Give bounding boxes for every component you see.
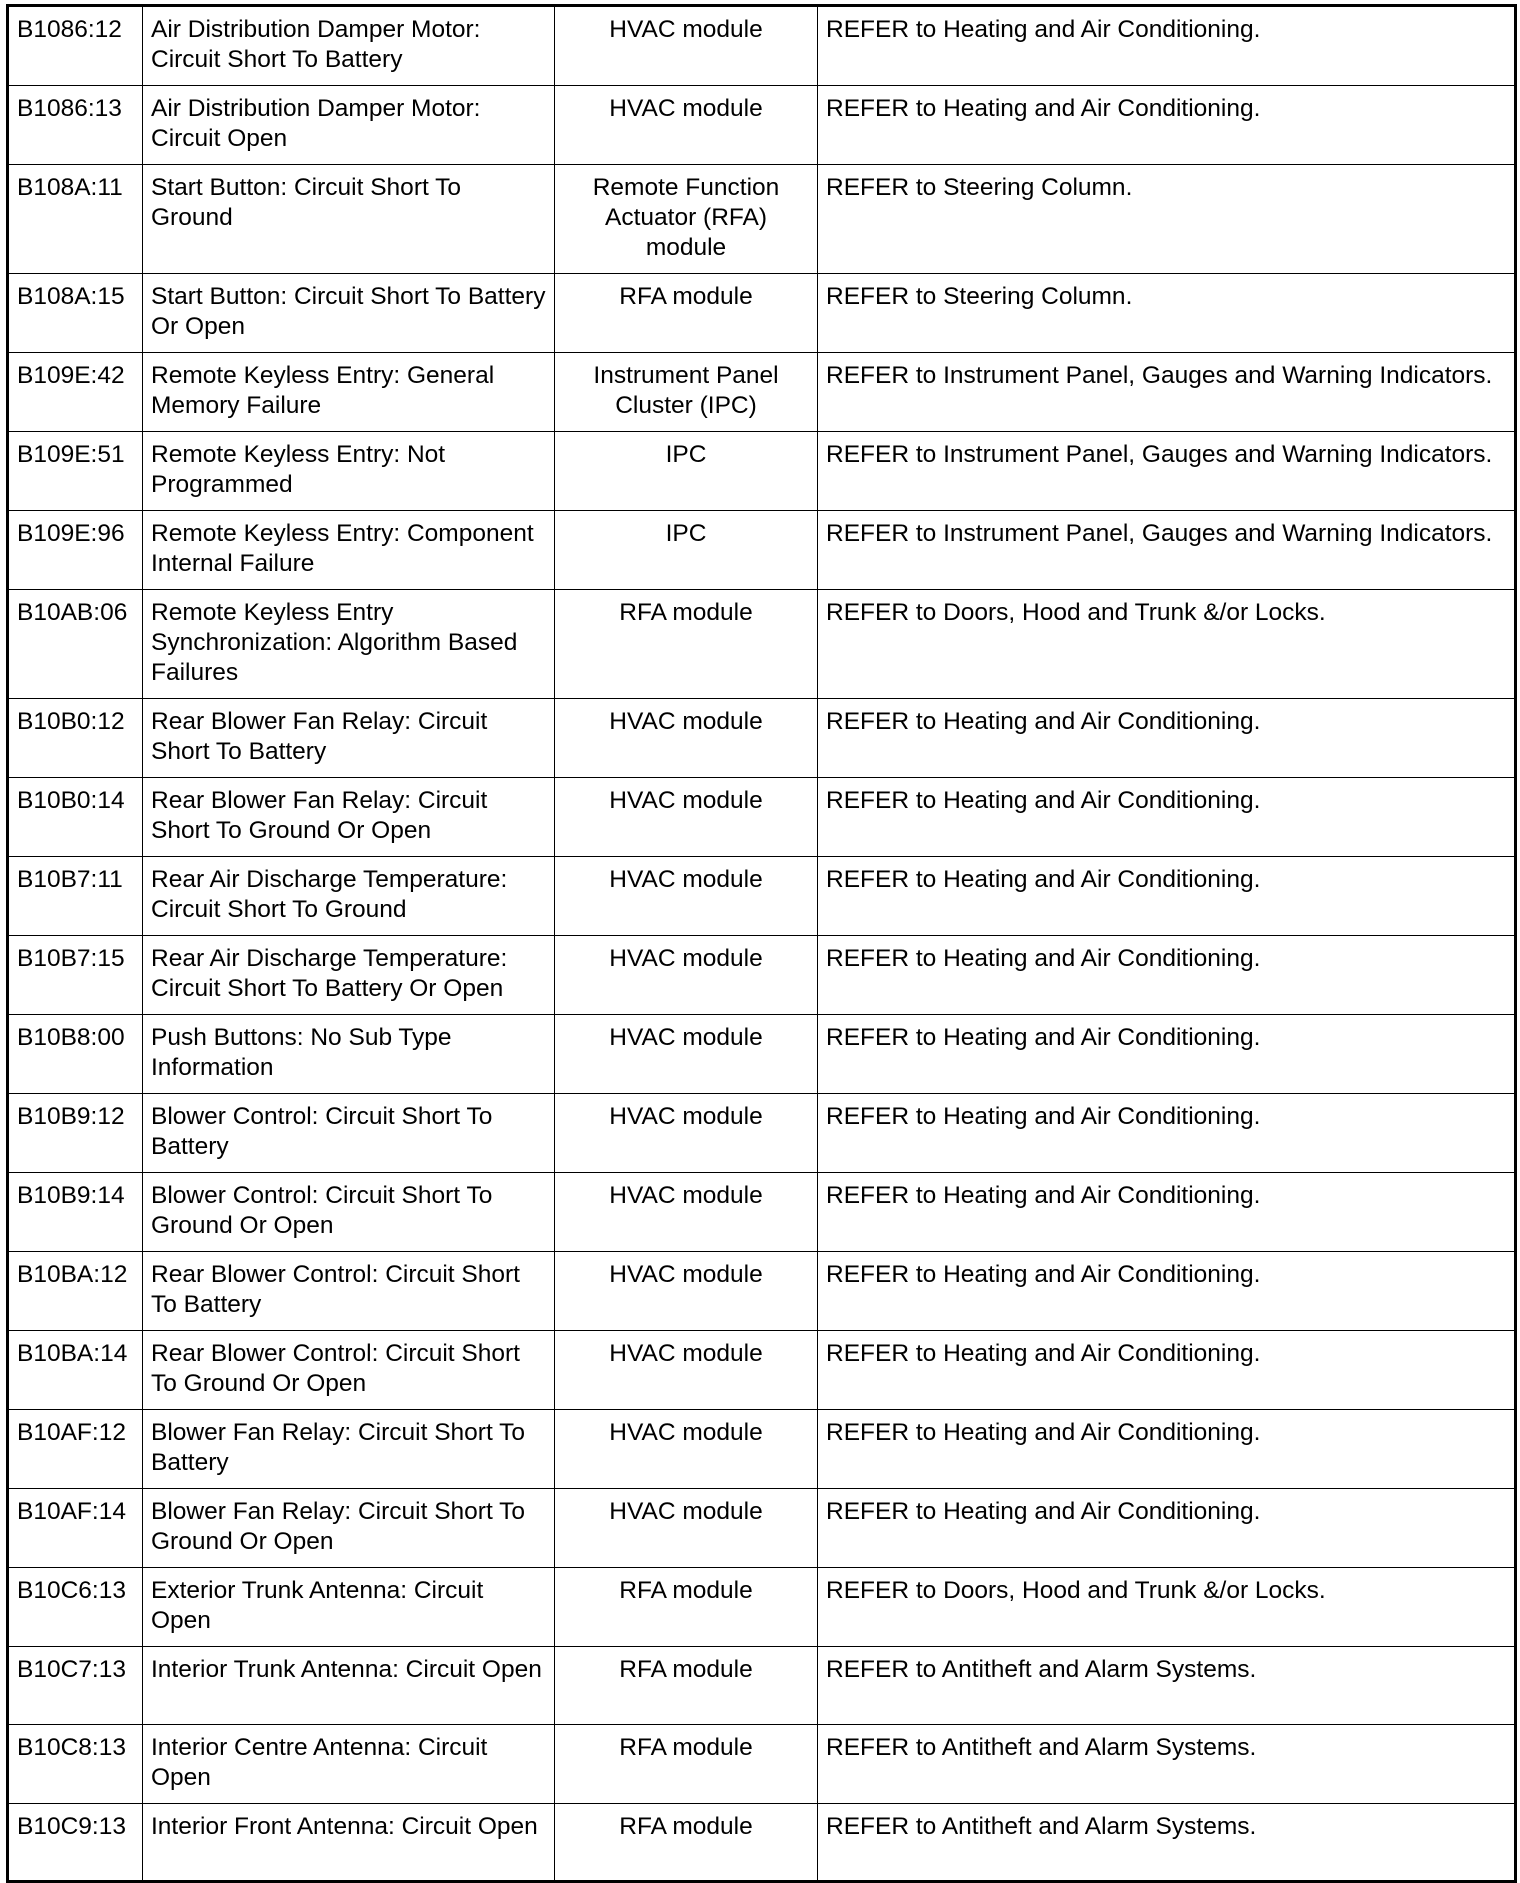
dtc-description-cell: Remote Keyless Entry: General Memory Failure	[143, 353, 555, 432]
dtc-description-cell: Interior Front Antenna: Circuit Open	[143, 1804, 555, 1882]
action-cell: REFER to Heating and Air Conditioning.	[818, 1489, 1516, 1568]
dtc-code-cell: B10B7:11	[8, 857, 143, 936]
table-row	[8, 274, 1516, 353]
action-cell: REFER to Antitheft and Alarm Systems.	[818, 1647, 1516, 1725]
dtc-code-cell: B10C9:13	[8, 1804, 143, 1882]
table-row	[8, 6, 1516, 86]
dtc-code-cell: B10C6:13	[8, 1568, 143, 1647]
table-row	[8, 1568, 1516, 1647]
module-cell: HVAC module	[555, 1094, 818, 1173]
dtc-description-cell: Start Button: Circuit Short To Battery Or Open	[143, 274, 555, 353]
dtc-code-cell: B10C7:13	[8, 1647, 143, 1725]
dtc-description-cell: Exterior Trunk Antenna: Circuit Open	[143, 1568, 555, 1647]
table-row	[8, 1804, 1516, 1882]
table-row	[8, 1094, 1516, 1173]
dtc-code-cell: B109E:42	[8, 353, 143, 432]
table-row	[8, 86, 1516, 165]
dtc-description-cell: Rear Air Discharge Temperature: Circuit Short To Battery Or Open	[143, 936, 555, 1015]
table-row	[8, 1410, 1516, 1489]
module-cell: RFA module	[555, 1568, 818, 1647]
module-cell: HVAC module	[555, 86, 818, 165]
dtc-code-cell: B10C8:13	[8, 1725, 143, 1804]
dtc-table	[6, 4, 1517, 1883]
table-row	[8, 1252, 1516, 1331]
module-cell: HVAC module	[555, 857, 818, 936]
table-row	[8, 432, 1516, 511]
action-cell: REFER to Instrument Panel, Gauges and Warning Indicators.	[818, 432, 1516, 511]
dtc-description-cell: Rear Blower Fan Relay: Circuit Short To Ground Or Open	[143, 778, 555, 857]
module-cell: RFA module	[555, 1647, 818, 1725]
module-cell: Instrument Panel Cluster (IPC)	[555, 353, 818, 432]
module-cell: HVAC module	[555, 1489, 818, 1568]
action-cell: REFER to Heating and Air Conditioning.	[818, 1094, 1516, 1173]
module-cell: Remote Function Actuator (RFA) module	[555, 165, 818, 274]
module-cell: IPC	[555, 432, 818, 511]
module-cell: HVAC module	[555, 699, 818, 778]
dtc-code-cell: B10B8:00	[8, 1015, 143, 1094]
dtc-description-cell: Remote Keyless Entry: Not Programmed	[143, 432, 555, 511]
dtc-code-cell: B1086:13	[8, 86, 143, 165]
dtc-code-cell: B10BA:14	[8, 1331, 143, 1410]
table-row	[8, 1331, 1516, 1410]
dtc-description-cell: Blower Fan Relay: Circuit Short To Ground Or Open	[143, 1489, 555, 1568]
dtc-description-cell: Blower Control: Circuit Short To Ground Or Open	[143, 1173, 555, 1252]
module-cell: HVAC module	[555, 1173, 818, 1252]
dtc-description-cell: Air Distribution Damper Motor: Circuit Short To Battery	[143, 6, 555, 86]
module-cell: RFA module	[555, 1804, 818, 1882]
dtc-code-cell: B10B0:14	[8, 778, 143, 857]
dtc-code-cell: B109E:96	[8, 511, 143, 590]
table-row	[8, 590, 1516, 699]
dtc-description-cell: Blower Fan Relay: Circuit Short To Battery	[143, 1410, 555, 1489]
action-cell: REFER to Heating and Air Conditioning.	[818, 86, 1516, 165]
module-cell: HVAC module	[555, 1410, 818, 1489]
module-cell: HVAC module	[555, 6, 818, 86]
action-cell: REFER to Heating and Air Conditioning.	[818, 699, 1516, 778]
action-cell: REFER to Heating and Air Conditioning.	[818, 778, 1516, 857]
dtc-description-cell: Blower Control: Circuit Short To Battery	[143, 1094, 555, 1173]
action-cell: REFER to Steering Column.	[818, 165, 1516, 274]
action-cell: REFER to Instrument Panel, Gauges and Warning Indicators.	[818, 511, 1516, 590]
action-cell: REFER to Instrument Panel, Gauges and Warning Indicators.	[818, 353, 1516, 432]
module-cell: HVAC module	[555, 936, 818, 1015]
dtc-description-cell: Remote Keyless Entry: Component Internal Failure	[143, 511, 555, 590]
dtc-code-cell: B10B7:15	[8, 936, 143, 1015]
action-cell: REFER to Steering Column.	[818, 274, 1516, 353]
dtc-code-cell: B10B0:12	[8, 699, 143, 778]
action-cell: REFER to Heating and Air Conditioning.	[818, 1252, 1516, 1331]
action-cell: REFER to Antitheft and Alarm Systems.	[818, 1725, 1516, 1804]
action-cell: REFER to Heating and Air Conditioning.	[818, 1015, 1516, 1094]
dtc-description-cell: Interior Trunk Antenna: Circuit Open	[143, 1647, 555, 1725]
dtc-description-cell: Interior Centre Antenna: Circuit Open	[143, 1725, 555, 1804]
dtc-description-cell: Rear Air Discharge Temperature: Circuit Short To Ground	[143, 857, 555, 936]
dtc-code-cell: B10AF:14	[8, 1489, 143, 1568]
action-cell: REFER to Antitheft and Alarm Systems.	[818, 1804, 1516, 1882]
table-row	[8, 165, 1516, 274]
action-cell: REFER to Heating and Air Conditioning.	[818, 1173, 1516, 1252]
module-cell: IPC	[555, 511, 818, 590]
action-cell: REFER to Heating and Air Conditioning.	[818, 1331, 1516, 1410]
dtc-description-cell: Start Button: Circuit Short To Ground	[143, 165, 555, 274]
table-row	[8, 936, 1516, 1015]
dtc-description-cell: Rear Blower Control: Circuit Short To Battery	[143, 1252, 555, 1331]
module-cell: HVAC module	[555, 1252, 818, 1331]
module-cell: HVAC module	[555, 778, 818, 857]
table-row	[8, 1015, 1516, 1094]
table-row	[8, 1725, 1516, 1804]
dtc-description-cell: Rear Blower Control: Circuit Short To Ground Or Open	[143, 1331, 555, 1410]
module-cell: HVAC module	[555, 1331, 818, 1410]
module-cell: HVAC module	[555, 1015, 818, 1094]
dtc-code-cell: B10AB:06	[8, 590, 143, 699]
table-row	[8, 1647, 1516, 1725]
module-cell: RFA module	[555, 590, 818, 699]
table-row	[8, 511, 1516, 590]
table-row	[8, 699, 1516, 778]
action-cell: REFER to Heating and Air Conditioning.	[818, 857, 1516, 936]
module-cell: RFA module	[555, 274, 818, 353]
action-cell: REFER to Heating and Air Conditioning.	[818, 936, 1516, 1015]
dtc-code-cell: B1086:12	[8, 6, 143, 86]
table-row	[8, 857, 1516, 936]
dtc-code-cell: B10BA:12	[8, 1252, 143, 1331]
module-cell: RFA module	[555, 1725, 818, 1804]
table-row	[8, 778, 1516, 857]
dtc-description-cell: Remote Keyless Entry Synchronization: Algorithm Based Failures	[143, 590, 555, 699]
table-row	[8, 1173, 1516, 1252]
table-row	[8, 353, 1516, 432]
dtc-code-cell: B10AF:12	[8, 1410, 143, 1489]
dtc-code-cell: B108A:15	[8, 274, 143, 353]
dtc-code-cell: B10B9:14	[8, 1173, 143, 1252]
dtc-description-cell: Rear Blower Fan Relay: Circuit Short To Battery	[143, 699, 555, 778]
dtc-description-cell: Air Distribution Damper Motor: Circuit Open	[143, 86, 555, 165]
action-cell: REFER to Doors, Hood and Trunk &/or Locks.	[818, 590, 1516, 699]
action-cell: REFER to Doors, Hood and Trunk &/or Locks.	[818, 1568, 1516, 1647]
dtc-description-cell: Push Buttons: No Sub Type Information	[143, 1015, 555, 1094]
dtc-code-cell: B109E:51	[8, 432, 143, 511]
table-row	[8, 1489, 1516, 1568]
dtc-code-cell: B10B9:12	[8, 1094, 143, 1173]
action-cell: REFER to Heating and Air Conditioning.	[818, 1410, 1516, 1489]
dtc-code-cell: B108A:11	[8, 165, 143, 274]
action-cell: REFER to Heating and Air Conditioning.	[818, 6, 1516, 86]
